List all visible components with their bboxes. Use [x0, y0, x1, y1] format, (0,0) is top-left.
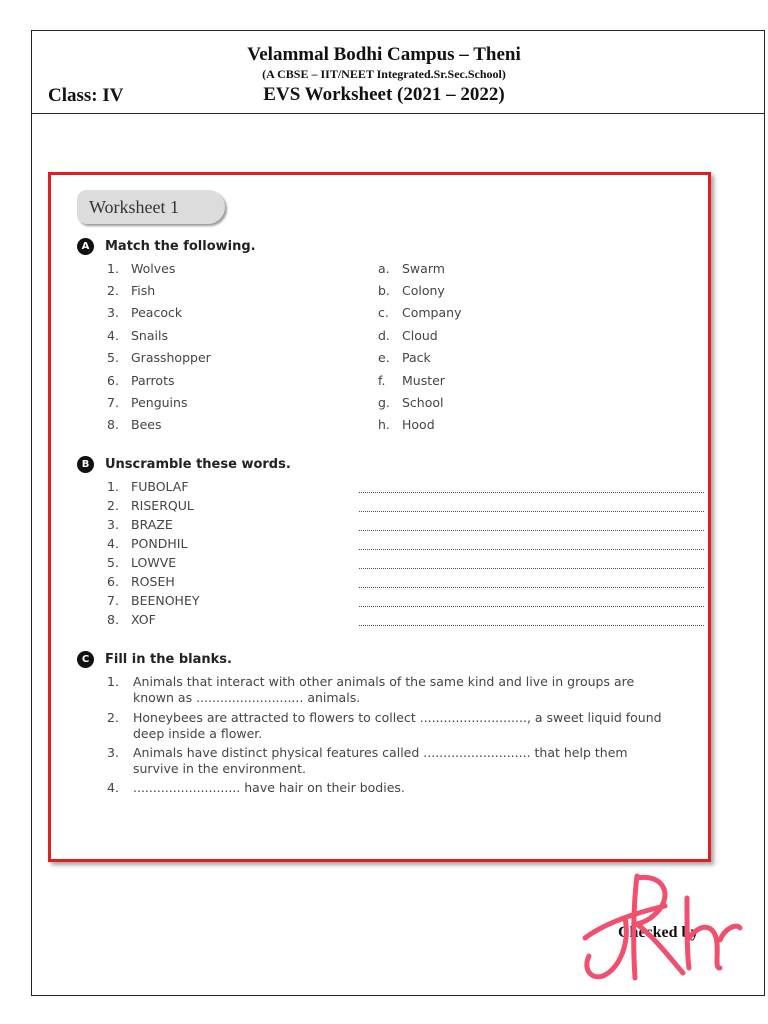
- item-letter: f.: [378, 373, 386, 388]
- item-letter: e.: [378, 350, 390, 365]
- item-letter: b.: [378, 283, 390, 298]
- answer-line[interactable]: [359, 587, 704, 588]
- section-c-title: Fill in the blanks.: [105, 652, 232, 667]
- match-left-item: [107, 373, 174, 388]
- item-number: 1.: [107, 674, 119, 689]
- unscramble-item: [107, 536, 187, 551]
- unscramble-item: [107, 498, 194, 513]
- match-left-item: [107, 305, 182, 320]
- item-text: BEENOHEY: [131, 593, 200, 608]
- item-text: XOF: [131, 612, 156, 627]
- item-number: 3.: [107, 517, 119, 532]
- item-text: Swarm: [402, 261, 445, 276]
- section-c-badge: C: [77, 651, 94, 668]
- answer-line[interactable]: [359, 549, 704, 550]
- item-text: Colony: [402, 283, 445, 298]
- match-left-item: [107, 395, 187, 410]
- unscramble-item: [107, 612, 156, 627]
- item-number: 5.: [107, 555, 119, 570]
- answer-line[interactable]: [359, 492, 704, 493]
- fill-blank-item: [107, 745, 677, 777]
- section-b-title: Unscramble these words.: [105, 457, 291, 472]
- match-right-item: [378, 350, 431, 365]
- signature-icon: [575, 868, 745, 996]
- item-text: Muster: [402, 373, 445, 388]
- match-right-item: [378, 328, 438, 343]
- match-right-item: [378, 283, 445, 298]
- item-text: PONDHIL: [131, 536, 188, 551]
- item-text: Wolves: [131, 261, 176, 276]
- item-text: FUBOLAF: [131, 479, 189, 494]
- item-text: Company: [402, 305, 462, 320]
- match-right-item: [378, 395, 444, 410]
- match-left-item: [107, 328, 168, 343]
- item-number: 6.: [107, 373, 119, 388]
- item-text: Penguins: [131, 395, 188, 410]
- item-text: Hood: [402, 417, 435, 432]
- section-c-heading: [77, 651, 232, 668]
- section-a-badge: A: [77, 238, 94, 255]
- match-right-item: [378, 305, 461, 320]
- school-subtitle: (A CBSE – IIT/NEET Integrated.Sr.Sec.School): [262, 67, 506, 81]
- fill-blank-item: [107, 710, 677, 742]
- item-number: 2.: [107, 498, 119, 513]
- item-number: 3.: [107, 305, 119, 320]
- unscramble-item: [107, 479, 189, 494]
- unscramble-item: [107, 555, 176, 570]
- item-letter: c.: [378, 305, 389, 320]
- item-number: 4.: [107, 328, 119, 343]
- answer-line[interactable]: [359, 606, 704, 607]
- item-letter: d.: [378, 328, 390, 343]
- unscramble-item: [107, 593, 200, 608]
- match-left-item: [107, 261, 175, 276]
- match-right-item: [378, 373, 445, 388]
- item-number: 8.: [107, 417, 119, 432]
- item-number: 3.: [107, 745, 119, 760]
- item-letter: g.: [378, 395, 390, 410]
- item-text: RISERQUL: [131, 498, 194, 513]
- item-text: Parrots: [131, 373, 175, 388]
- match-left-item: [107, 350, 211, 365]
- item-text: Bees: [131, 417, 162, 432]
- item-number: 4.: [107, 780, 119, 795]
- item-number: 5.: [107, 350, 119, 365]
- item-number: 1.: [107, 479, 119, 494]
- unscramble-item: [107, 574, 175, 589]
- class-label: Class: IV: [48, 85, 124, 106]
- item-text: School: [402, 395, 444, 410]
- match-left-item: [107, 417, 161, 432]
- section-a-title: Match the following.: [105, 239, 256, 254]
- item-text: Honeybees are attracted to flowers to collect ..........................., a sweet liquid found deep inside a flower.: [133, 710, 662, 741]
- item-text: Grasshopper: [131, 350, 211, 365]
- item-number: 2.: [107, 283, 119, 298]
- item-number: 7.: [107, 593, 119, 608]
- worksheet-tag: Worksheet 1: [77, 190, 225, 224]
- item-number: 6.: [107, 574, 119, 589]
- item-text: LOWVE: [131, 555, 177, 570]
- section-b-badge: B: [77, 456, 94, 473]
- section-b-heading: [77, 456, 291, 473]
- answer-line[interactable]: [359, 511, 704, 512]
- answer-line[interactable]: [359, 625, 704, 626]
- item-number: 2.: [107, 710, 119, 725]
- match-right-item: [378, 261, 445, 276]
- header-divider: [31, 113, 765, 114]
- item-text: Fish: [131, 283, 156, 298]
- item-text: Cloud: [402, 328, 438, 343]
- unscramble-item: [107, 517, 173, 532]
- section-a-heading: [77, 238, 256, 255]
- worksheet-title: EVS Worksheet (2021 – 2022): [263, 84, 505, 105]
- answer-line[interactable]: [359, 568, 704, 569]
- item-number: 4.: [107, 536, 119, 551]
- fill-blank-item: [107, 674, 677, 706]
- item-text: Peacock: [131, 305, 183, 320]
- worksheet-content: [51, 175, 708, 859]
- match-left-item: [107, 283, 155, 298]
- checked-by-label: Checked by: [618, 924, 699, 941]
- item-text: Animals have distinct physical features called ........................... that help them survive in the environment.: [133, 745, 628, 776]
- answer-line[interactable]: [359, 530, 704, 531]
- fill-blank-item: [107, 780, 677, 796]
- item-text: ........................... have hair on their bodies.: [133, 780, 405, 795]
- item-text: Snails: [131, 328, 168, 343]
- school-name: Velammal Bodhi Campus – Theni: [247, 44, 521, 65]
- worksheet-frame: [48, 172, 711, 862]
- item-letter: a.: [378, 261, 390, 276]
- item-text: BRAZE: [131, 517, 173, 532]
- item-text: ROSEH: [131, 574, 175, 589]
- item-number: 8.: [107, 612, 119, 627]
- item-letter: h.: [378, 417, 390, 432]
- match-right-item: [378, 417, 435, 432]
- item-text: Animals that interact with other animals of the same kind and live in groups are known as ........................... animals.: [133, 674, 635, 705]
- item-text: Pack: [402, 350, 431, 365]
- item-number: 7.: [107, 395, 119, 410]
- item-number: 1.: [107, 261, 119, 276]
